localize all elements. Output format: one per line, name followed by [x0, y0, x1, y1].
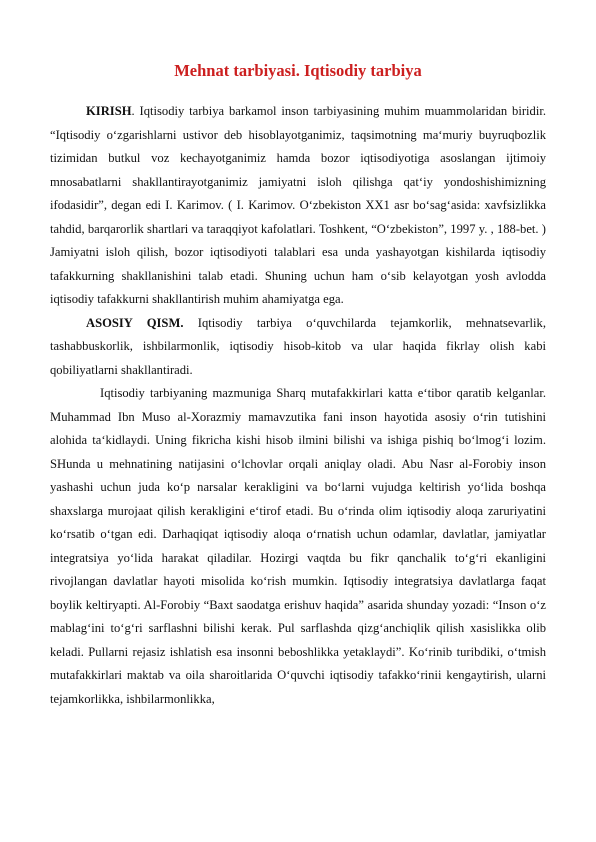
paragraph-text: Iqtisodiy tarbiya o‘quvchilarda tejamkorlik, mehnatsevarlik, tashabbuskorlik, ishbilarmonlik, iqtisodiy hisob-kitob va ular haqida fikrlay olish kabi qobiliyatlarni shakllantiradi.	[50, 315, 546, 377]
paragraph-text: Iqtisodiy tarbiyaning mazmuniga Sharq mutafakkirlari katta e‘tibor qaratib kelganlar. Muhammad Ibn Muso al-Xorazmiy mamavzutika fani inson hayotida asosiy o‘rin tutishini alohida ta‘kidlaydi. Uning fikricha kishi hisob ilmini bilishi va ishiga pishiq bo‘lmog‘i lozim. SHunda u mehnatining natijasini o‘lchovlar orqali aniqlay oladi. Abu Nasr al-Forobiy inson yashashi uchun juda ko‘p narsalar kerakligini va bo‘larni vujudga keltirish yo‘lida boshqa shaxslarga murojaat qilish kerakligini e‘tirof etadi. Bu o‘rinda olim iqtisodiy aloqa zaruriyatini ko‘rsatib o‘tgan edi. Darhaqiqat iqtisodiy aloqa o‘rnatish uchun odamlar, davlatlar, jamiyatlar integratsiya yo‘lida harakat qiladilar. Hozirgi vaqtda bu fikr qanchalik to‘g‘ri ekanligini rivojlangan davlatlar hayoti misolida ko‘rish mumkin. Iqtisodiy integratsiya davlatlarga faqat boylik keltiryapti. Al-Forobiy “Baxt saodatga erishuv haqida” asarida shunday yozadi: “Inson o‘z mablag‘ini to‘g‘ri sarflashni bilishi kerak. Pul sarflashda qizg‘anchiqlik qilish xasislikka olib keladi. Pullarni rejasiz ishlatish esa insonni beboshlikka yetaklaydi”. Ko‘rinib turibdiki, o‘tmish mutafakkirlari maktab va oila sharoitlarida O‘quvchi iqtisodiy tafakko‘rinii kengaytirish, ularni tejamkorlikka, ishbilarmonlikka,	[50, 386, 546, 706]
paragraph-main	[50, 312, 546, 383]
section-heading-kirish: KIRISH	[86, 104, 132, 118]
page-title: Mehnat tarbiyasi. Iqtisodiy tarbiya	[174, 61, 422, 80]
section-heading-asosiy-qism: ASOSIY QISM.	[86, 315, 184, 330]
document-body	[50, 100, 546, 711]
paragraph-intro	[50, 100, 546, 312]
paragraph-text: . Iqtisodiy tarbiya barkamol inson tarbiyasining muhim muammolaridan biridir. “Iqtisodiy o‘zgarishlarni ustivor deb hisoblayotganimiz, taqsimotning ma‘muriy buyruqbozlik tizimidan butkul voz kechayotganimiz hamda bozor iqtisodiyotiga asoslangan ijtimoiy mnosabatlarni shakllantirayotganimiz jamiyatni isloh qilishga qat‘iy yondoshishimizning ifodasidir”, degan edi I. Karimov. ( I. Karimov. O‘zbekiston XX1 asr bo‘sag‘asida: xavfsizlikka tahdid, barqarorlik shartlari va taraqqiyot kafolatlari. Toshkent, “O‘zbekiston”, 1997 y. , 188-bet. ) Jamiyatni isloh qilish, bozor iqtisodiyoti talablari esa unda yashayotgan kishilarda iqtisodiy tafakkurning shakllanishini talab etadi. Shuning uchun ham o‘sib kelayotgan yosh avlodda iqtisodiy tafakkurni shakllantirish muhim ahamiyatga ega.	[50, 104, 546, 306]
paragraph-thinkers	[50, 382, 546, 711]
